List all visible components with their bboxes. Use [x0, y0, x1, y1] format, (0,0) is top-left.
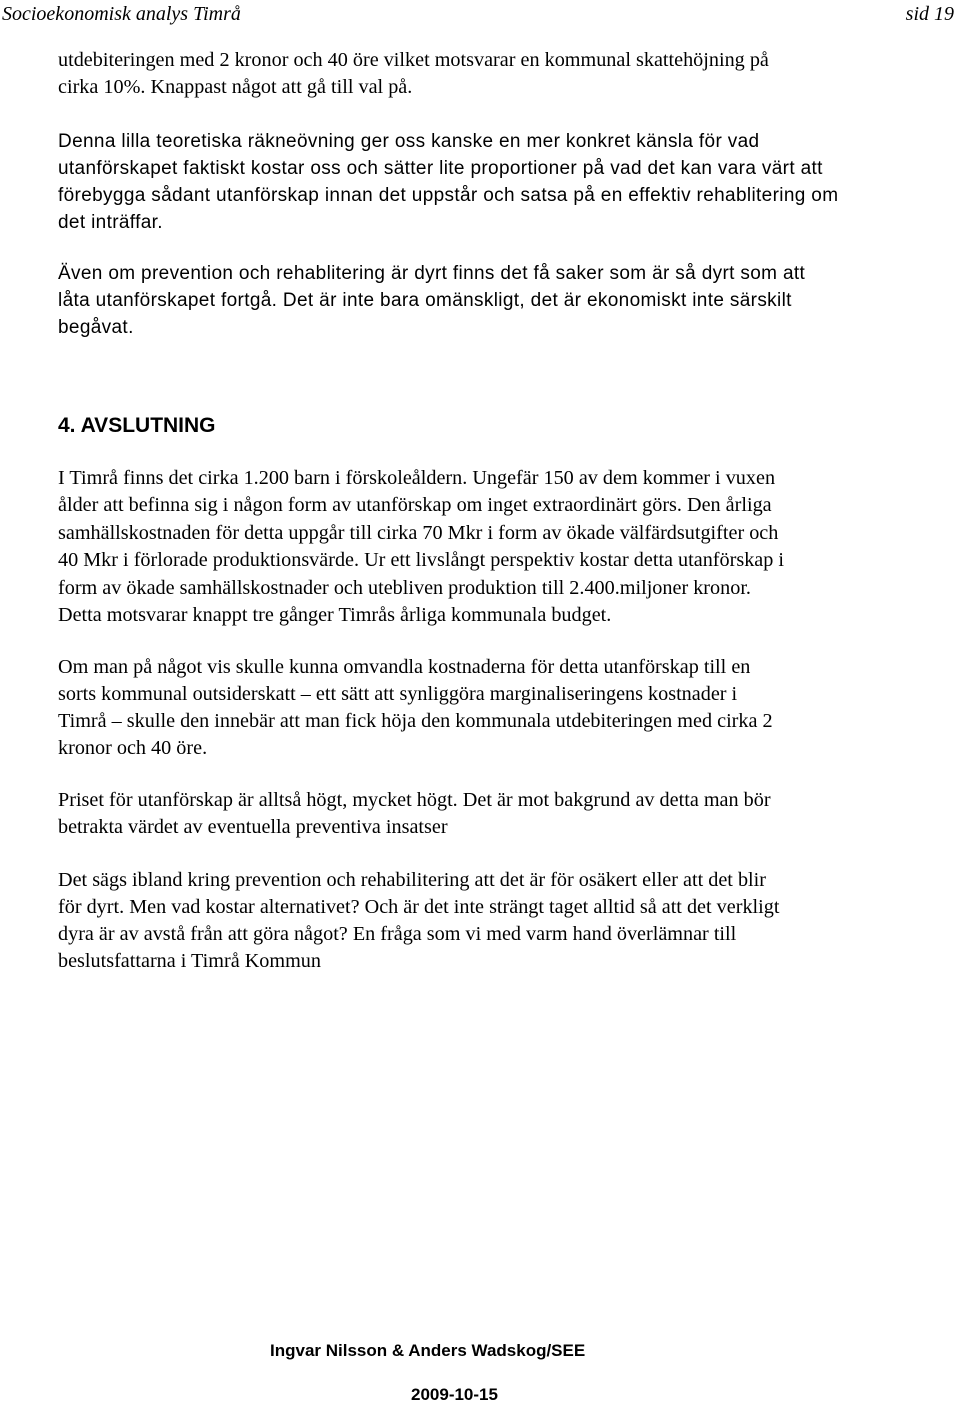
footer-author: Ingvar Nilsson & Anders Wadskog/SEE: [270, 1341, 586, 1360]
paragraph-line: utanförskapet faktiskt kostar oss och sätter lite proportioner på vad det kan vara värt att: [58, 158, 823, 179]
paragraph-line: dyra är av avstå från att göra något? En fråga som vi med varm hand överlämnar till: [58, 923, 737, 945]
section-heading: [58, 412, 216, 440]
paragraph-line: begåvat.: [58, 317, 134, 338]
running-header-title: Socioekonomisk analys Timrå: [2, 3, 241, 25]
paragraph-line: Även om prevention och rehablitering är dyrt finns det få saker som är så dyrt som att: [58, 263, 806, 284]
paragraph-line: samhällskostnaden för detta uppgår till cirka 70 Mkr i form av ökade välfärdsutgifter och: [58, 522, 779, 544]
paragraph-line: betrakta värdet av eventuella preventiva insatser: [58, 816, 448, 838]
section-title: AVSLUTNING: [80, 414, 216, 437]
paragraph-line: Om man på något vis skulle kunna omvandla kostnaderna för detta utanförskap till en: [58, 656, 751, 678]
paragraph-line: form av ökade samhällskostnader och utebliven produktion till 2.400.miljoner kronor.: [58, 577, 751, 599]
paragraph-line: utdebiteringen med 2 kronor och 40 öre vilket motsvarar en kommunal skattehöjning på: [58, 49, 769, 71]
paragraph-line: ålder att befinna sig i någon form av utanförskap om inget extraordinärt görs. Den årliga: [58, 494, 772, 516]
paragraph-line: beslutsfattarna i Timrå Kommun: [58, 950, 321, 972]
paragraph-line: Det sägs ibland kring prevention och rehabilitering att det är för osäkert eller att det blir: [58, 869, 767, 891]
paragraph-line: Priset för utanförskap är alltså högt, mycket högt. Det är mot bakgrund av detta man bör: [58, 789, 771, 811]
paragraph-line: sorts kommunal outsiderskatt – ett sätt att synliggöra marginaliseringens kostnader i: [58, 683, 738, 705]
paragraph-line: I Timrå finns det cirka 1.200 barn i förskoleåldern. Ungefär 150 av dem kommer i vuxen: [58, 467, 776, 489]
paragraph-line: cirka 10%. Knappast något att gå till val på.: [58, 76, 413, 98]
paragraph-line: Timrå – skulle den innebär att man fick höja den kommunala utdebiteringen med cirka 2: [58, 710, 773, 732]
paragraph-line: Detta motsvarar knappt tre gånger Timrås årliga kommunala budget.: [58, 604, 612, 626]
paragraph-line: förebygga sådant utanförskap innan det uppstår och satsa på en effektiv rehablitering om: [58, 185, 839, 206]
paragraph-line: Denna lilla teoretiska räkneövning ger oss kanske en mer konkret känsla för vad: [58, 131, 760, 152]
paragraph-line: låta utanförskapet fortgå. Det är inte bara omänskligt, det är ekonomiskt inte särskilt: [58, 290, 792, 311]
paragraph-line: kronor och 40 öre.: [58, 737, 208, 759]
section-number: 4.: [58, 414, 76, 437]
page-number: sid 19: [905, 3, 954, 25]
paragraph-line: det inträffar.: [58, 212, 163, 233]
footer-date: 2009-10-15: [411, 1385, 498, 1404]
paragraph-line: för dyrt. Men vad kostar alternativet? Och är det inte strängt taget alltid så att det verkligt: [58, 896, 780, 918]
paragraph-line: 40 Mkr i förlorade produktionsvärde. Ur ett livslångt perspektiv kostar detta utanförskap i: [58, 549, 785, 571]
